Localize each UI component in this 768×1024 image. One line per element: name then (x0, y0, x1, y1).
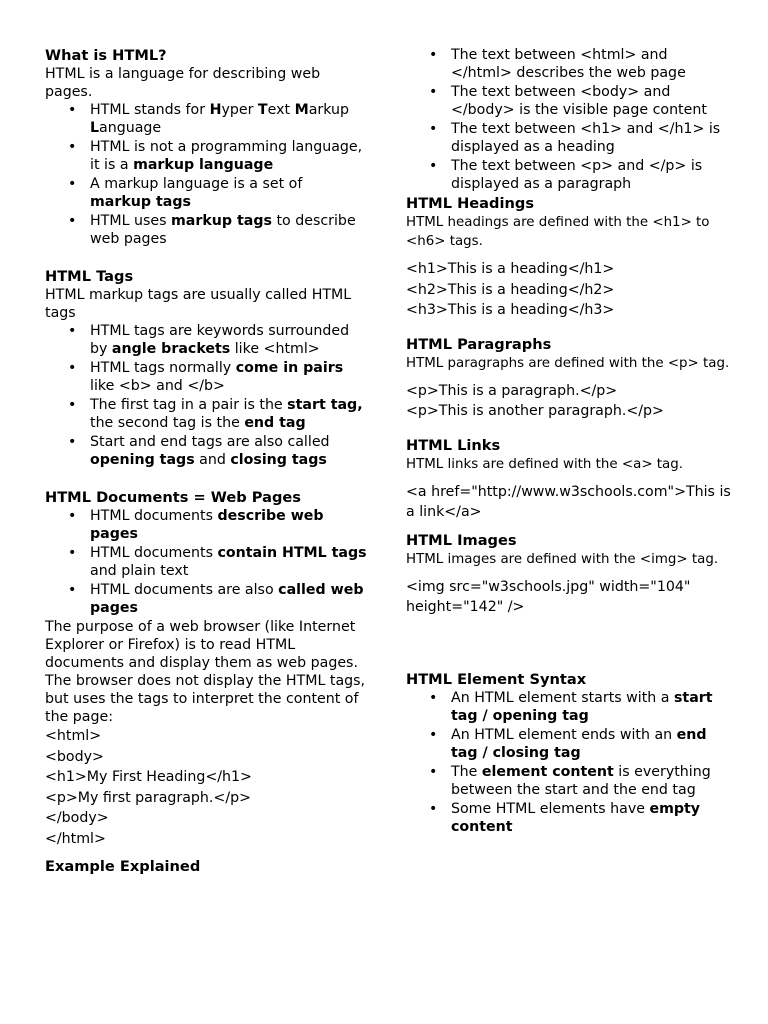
html-paragraphs-heading: HTML Paragraphs (406, 335, 552, 353)
links-code-block: <a href="http://www.w3schools.com">This is a link</a> (406, 483, 731, 520)
list-item: • HTML documents contain HTML tags and plain text (90, 544, 367, 580)
code-line: <p>My first paragraph.</p> (45, 789, 251, 806)
headings-code-block (406, 259, 731, 321)
example-code-block (45, 726, 367, 849)
list-item: • HTML tags are keywords surrounded by angle brackets like <html> (90, 322, 367, 358)
list-item: • Some HTML elements have empty content (451, 800, 731, 836)
html-documents-paragraph: The purpose of a web browser (like Internet Explorer or Firefox) is to read HTML documents and display them as web pages. The browser does not display the HTML tags, but uses the tags to interpret the content of the page: (45, 619, 366, 725)
example-explained-list (406, 46, 731, 193)
list-item: • The text between <body> and </body> is the visible page content (451, 83, 731, 119)
code-line: <h1>This is a heading</h1> (406, 261, 615, 277)
code-line: <h1>My First Heading</h1> (45, 769, 252, 785)
list-item: • A markup language is a set of markup tags (90, 175, 367, 211)
html-headings-description: HTML headings are defined with the <h1> to <h6> tags. (406, 215, 710, 249)
list-item: • An HTML element starts with a start tag / opening tag (451, 689, 731, 725)
list-item: • Start and end tags are also called opening tags and closing tags (90, 433, 367, 469)
what-is-html-list (45, 101, 367, 248)
html-paragraphs-description: HTML paragraphs are defined with the <p> tag. (406, 355, 730, 371)
html-element-syntax-list (406, 689, 731, 836)
what-is-html-intro: HTML is a language for describing web pages. (45, 66, 321, 100)
code-line: <body> (45, 748, 104, 765)
code-line: </html> (45, 830, 106, 847)
html-documents-list (45, 507, 367, 617)
code-line: <p>This is another paragraph.</p> (406, 403, 664, 419)
html-tags-heading: HTML Tags (45, 268, 134, 285)
right-column (406, 46, 731, 837)
example-explained-heading: Example Explained (45, 858, 201, 875)
code-line: </body> (45, 810, 109, 826)
html-headings-heading: HTML Headings (406, 195, 535, 212)
list-item: • HTML tags normally come in pairs like <b> and </b> (90, 359, 367, 395)
list-item: • HTML is not a programming language, it is a markup language (90, 138, 367, 174)
html-images-description: HTML images are defined with the <img> tag. (406, 551, 719, 567)
list-item: • The text between <h1> and </h1> is displayed as a heading (451, 120, 731, 156)
list-item: • HTML documents are also called web pages (90, 581, 367, 617)
code-line: <h3>This is a heading</h3> (406, 302, 615, 318)
html-tags-list (45, 322, 367, 469)
html-links-description: HTML links are defined with the <a> tag. (406, 456, 684, 472)
left-column (45, 46, 367, 876)
code-line: <h2>This is a heading</h2> (406, 281, 615, 298)
html-element-syntax-heading: HTML Element Syntax (406, 670, 587, 688)
list-item: • The text between <html> and </html> describes the web page (451, 46, 731, 82)
list-item: • HTML uses markup tags to describe web pages (90, 212, 367, 248)
code-line: <p>This is a paragraph.</p> (406, 382, 618, 399)
list-item: • The first tag in a pair is the start tag, the second tag is the end tag (90, 396, 367, 432)
list-item: • The element content is everything between the start and the end tag (451, 763, 731, 799)
code-line: <html> (45, 728, 102, 744)
images-code-block: <img src="w3schools.jpg" width="104" height="142" /> (406, 578, 691, 615)
list-item: • HTML stands for Hyper Text Markup Language (90, 101, 367, 137)
list-item: • An HTML element ends with an end tag / closing tag (451, 726, 731, 762)
list-item: • The text between <p> and </p> is displayed as a paragraph (451, 157, 731, 193)
what-is-html-heading: What is HTML? (45, 47, 167, 64)
html-tags-intro: HTML markup tags are usually called HTML tags (45, 287, 352, 321)
list-item: • HTML documents describe web pages (90, 507, 367, 543)
paragraphs-code-block (406, 381, 731, 422)
html-images-heading: HTML Images (406, 531, 517, 549)
html-links-heading: HTML Links (406, 436, 501, 454)
html-documents-heading: HTML Documents = Web Pages (45, 489, 301, 506)
